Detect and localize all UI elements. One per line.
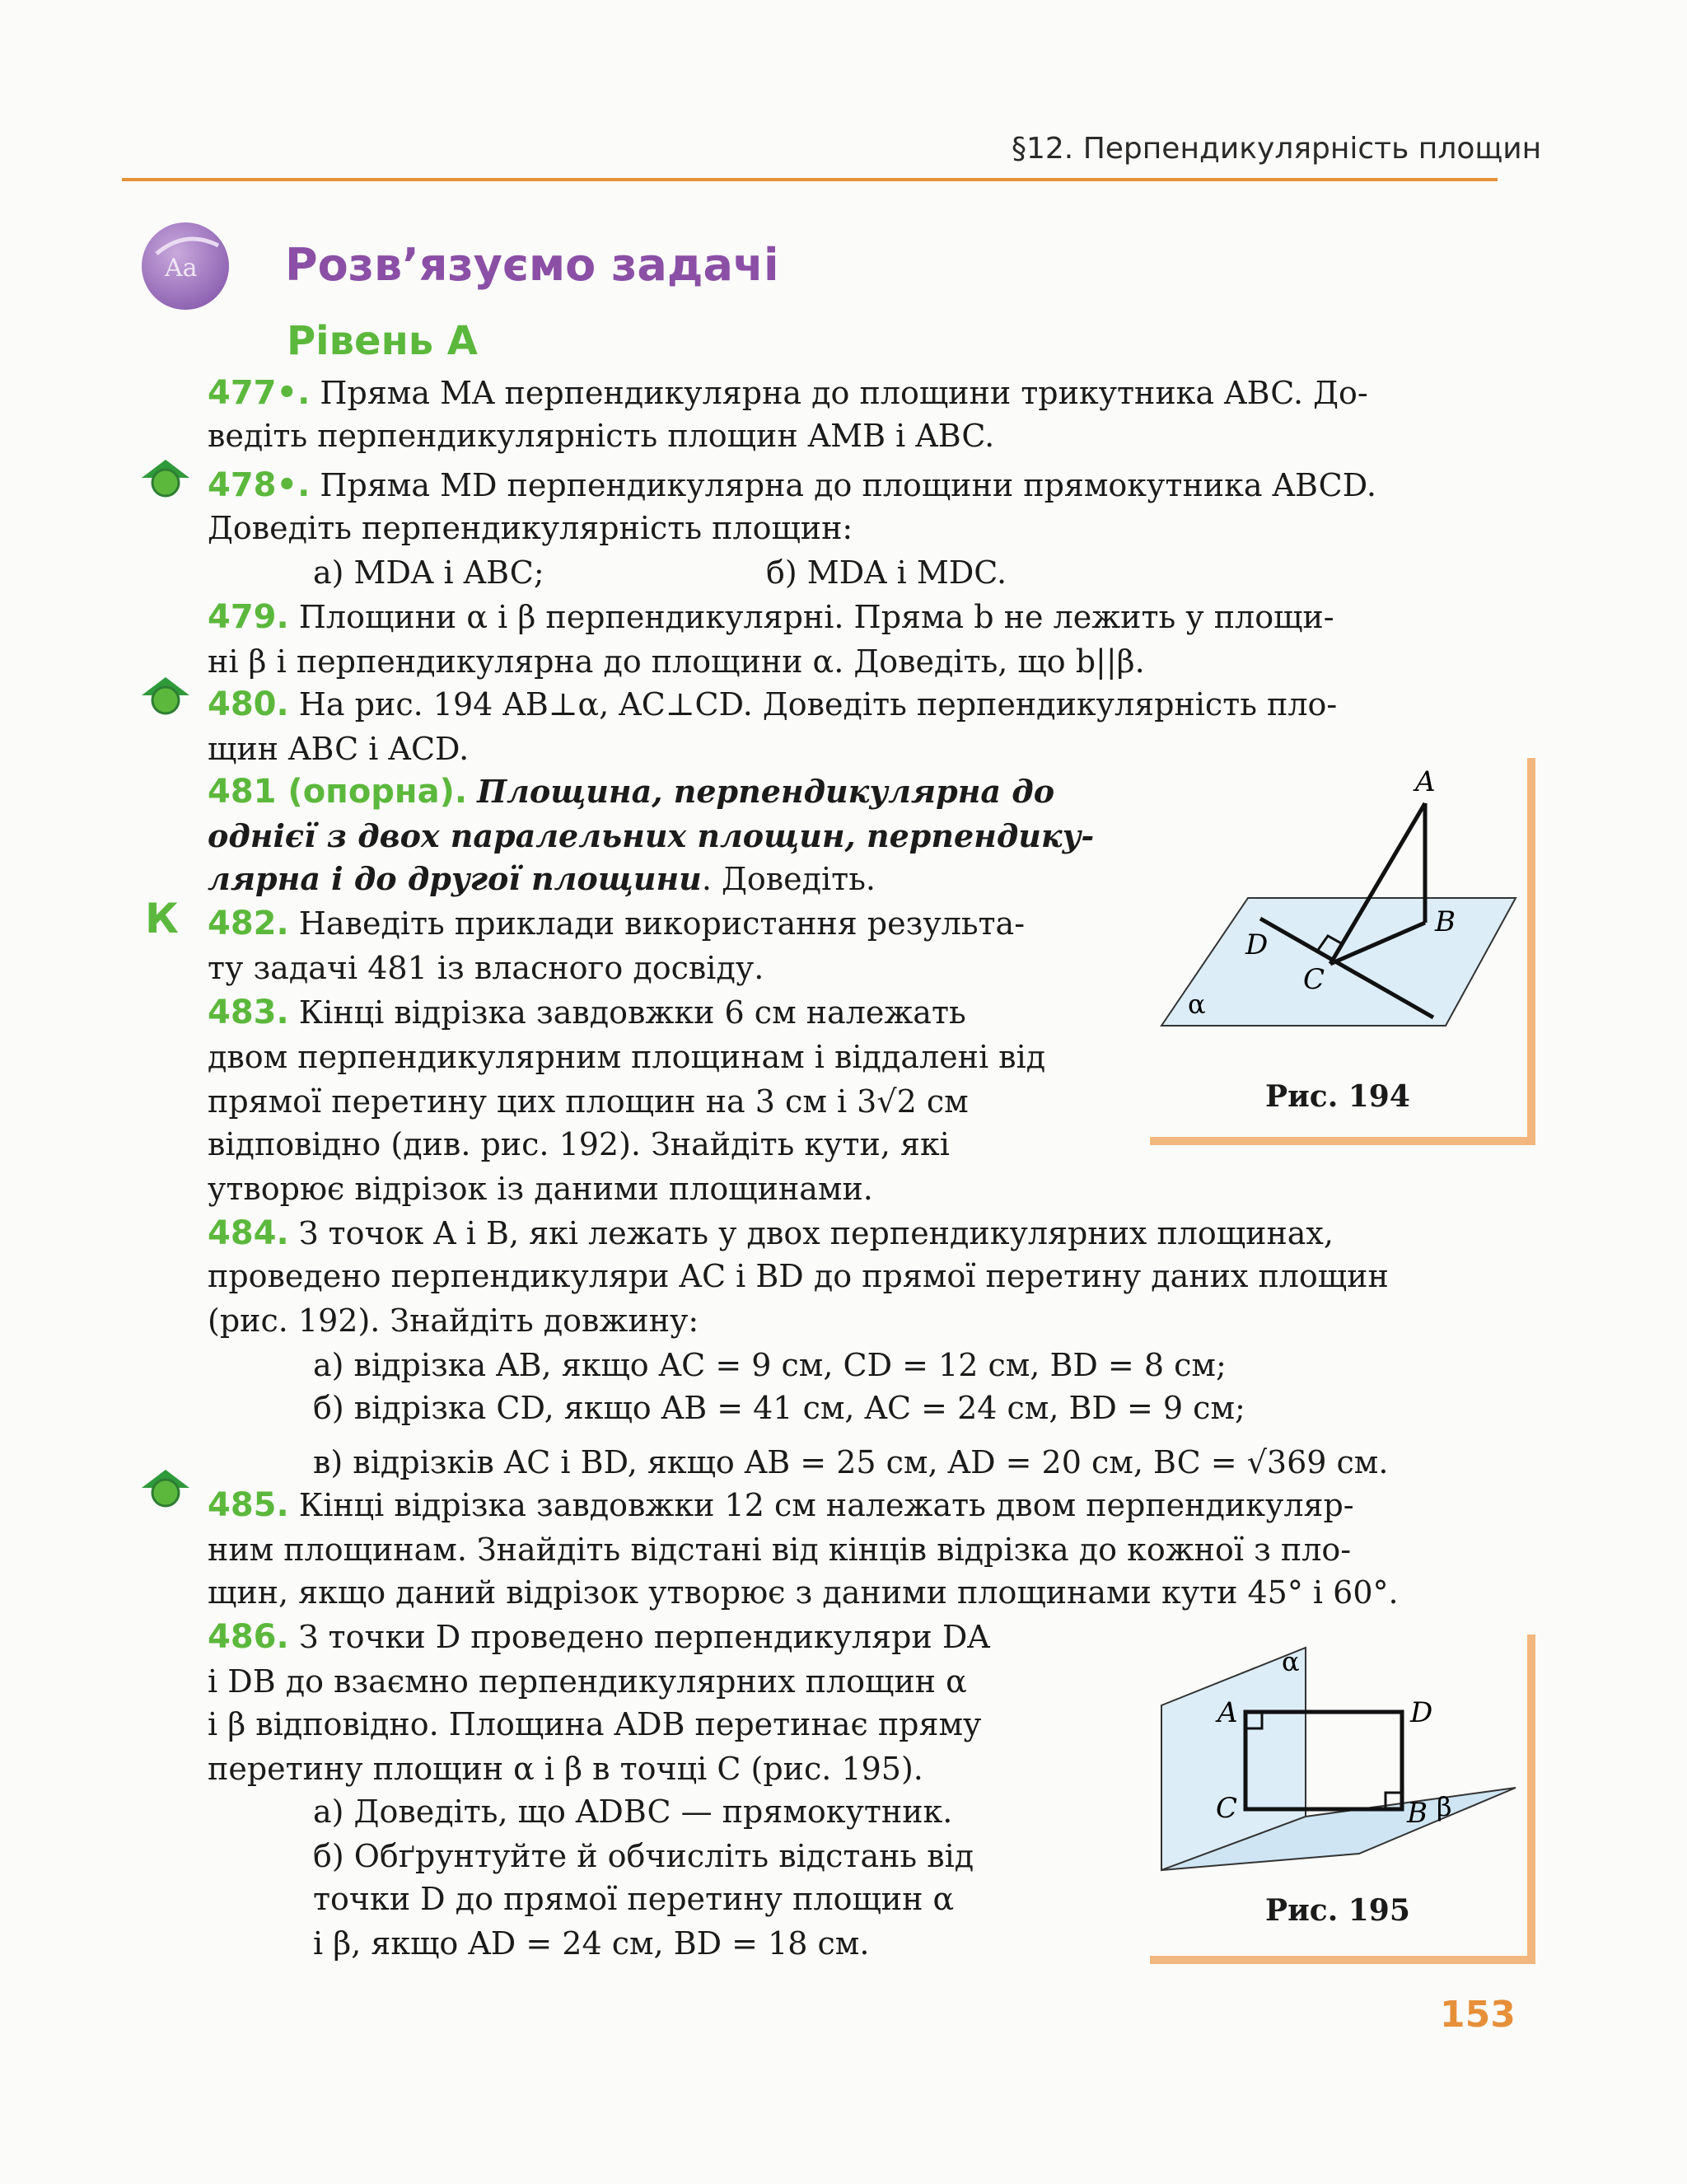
- problem-number: 478•.: [208, 466, 311, 504]
- problem-text: Пряма MD перпендикулярна до площини прямокутника ABCD.: [320, 467, 1376, 503]
- figure-frame: [1150, 1956, 1535, 1964]
- label-d: D: [1245, 928, 1269, 961]
- problem-481-line-2: однієї з двох паралельних площин, перпендику-: [208, 817, 1095, 854]
- problem-number: 477•.: [208, 374, 311, 412]
- problem-text: Площина, перпендикулярна до: [477, 773, 1055, 810]
- problem-486-line-3: і β відповідно. Площина ADB перетинає пряму: [208, 1706, 982, 1742]
- label-d: D: [1410, 1696, 1433, 1729]
- problem-484: [208, 1213, 1334, 1254]
- problem-479-line-2: ні β і перпендикулярна до площини α. Доведіть, що b||β.: [208, 643, 1145, 680]
- label-a: A: [1415, 766, 1436, 798]
- problem-481-line-3: [208, 858, 876, 900]
- problem-number: 482.: [208, 905, 289, 942]
- problem-480-line-2: щин ABC і ACD.: [208, 731, 470, 767]
- problem-number: 483.: [208, 994, 289, 1031]
- problem-text: Наведіть приклади використання результа-: [298, 905, 1026, 942]
- problem-484-line-3: (рис. 192). Знайдіть довжину:: [208, 1302, 699, 1339]
- label-beta: β: [1437, 1791, 1452, 1822]
- problem-485: [208, 1485, 1354, 1526]
- label-a: A: [1217, 1696, 1238, 1729]
- problem-480: [208, 684, 1337, 725]
- section-icon-label: Aa: [165, 254, 198, 283]
- figure-195-caption: Рис. 195: [1265, 1893, 1410, 1928]
- problem-text: Кінці відрізка завдовжки 6 см належать: [298, 994, 966, 1031]
- label-alpha: α: [1282, 1646, 1300, 1677]
- section-title: Розв’язуємо задачі: [285, 239, 779, 291]
- problem-477-line-2: ведіть перпендикулярність площин AMB і ABC.: [208, 418, 995, 454]
- problem-482: [208, 903, 1025, 944]
- label-alpha: α: [1188, 989, 1206, 1020]
- figure-195: [1153, 1639, 1524, 1878]
- problem-486-line-2: і DB до взаємно перпендикулярних площин α: [208, 1663, 967, 1700]
- problem-484-b: б) відрізка CD, якщо AB = 41 см, AC = 24 см, BD = 9 см;: [313, 1390, 1245, 1426]
- problem-number: 481 (опорна).: [208, 773, 468, 811]
- problem-481: [208, 771, 1054, 812]
- problem-number: 480.: [208, 685, 289, 723]
- level-title: Рівень А: [287, 318, 478, 364]
- problem-486-b1: б) Обґрунтуйте й обчисліть відстань від: [313, 1838, 974, 1874]
- label-c: C: [1216, 1792, 1238, 1825]
- problem-478-b: б) MDA і MDC.: [766, 554, 1007, 591]
- running-header: §12. Перпендикулярність площин: [1012, 132, 1542, 166]
- problem-text: З точки D проведено перпендикуляри DA: [298, 1619, 990, 1655]
- problem-number: 486.: [208, 1618, 289, 1656]
- label-c: C: [1303, 963, 1325, 996]
- problem-484-a: а) відрізка AB, якщо AC = 9 см, CD = 12 см, BD = 8 см;: [313, 1347, 1227, 1383]
- problem-485-line-2: ним площинам. Знайдіть відстані від кінців відрізка до кожної з пло-: [208, 1532, 1352, 1568]
- problem-number: 485.: [208, 1486, 289, 1524]
- problem-484-c: в) відрізків AC і BD, якщо AB = 25 см, AD = 20 см, BC = √369 см.: [313, 1444, 1389, 1480]
- problem-486: [208, 1616, 990, 1658]
- header-divider: [122, 178, 1498, 181]
- problem-483-line-4: відповідно (див. рис. 192). Знайдіть кути, які: [208, 1126, 950, 1162]
- problem-479: [208, 596, 1334, 638]
- problem-text: . Доведіть.: [701, 861, 876, 897]
- figure-194-caption: Рис. 194: [1265, 1079, 1410, 1114]
- figure-194: [1153, 766, 1524, 1038]
- label-b: B: [1407, 1797, 1428, 1830]
- figure-frame: [1527, 1634, 1535, 1964]
- problem-483: [208, 992, 966, 1033]
- figure-frame: [1527, 758, 1535, 1145]
- problem-number: 484.: [208, 1214, 289, 1252]
- figure-frame: [1150, 1137, 1535, 1145]
- problem-478-a: а) MDA і ABC;: [313, 554, 544, 591]
- problem-text: Площини α і β перпендикулярні. Пряма b не лежить у площи-: [298, 599, 1334, 635]
- problem-486-line-4: перетину площин α і β в точці C (рис. 195).: [208, 1751, 923, 1787]
- problem-483-line-3: прямої перетину цих площин на 3 см і 3√2 см: [208, 1083, 969, 1120]
- problem-478: [208, 465, 1376, 506]
- problem-482-line-2: ту задачі 481 із власного досвіду.: [208, 950, 764, 986]
- problem-478-line-2: Доведіть перпендикулярність площин:: [208, 510, 853, 546]
- house-marker-icon: [140, 1468, 191, 1509]
- problem-486-b2: точки D до прямої перетину площин α: [313, 1881, 955, 1917]
- problem-number: 479.: [208, 598, 289, 636]
- problem-486-a: а) Доведіть, що ADBC — прямокутник.: [313, 1793, 953, 1830]
- problem-text: На рис. 194 AB⊥α, AC⊥CD. Доведіть перпендикулярність пло-: [298, 686, 1338, 723]
- problem-text: Пряма MA перпендикулярна до площини трикутника ABC. До-: [320, 375, 1368, 411]
- problem-text-emph: лярна і до другої площини: [208, 860, 702, 897]
- label-b: B: [1435, 905, 1456, 938]
- problem-477: [208, 372, 1368, 414]
- k-marker-icon: К: [145, 895, 179, 942]
- problem-483-line-2: двом перпендикулярним площинам і віддалені від: [208, 1039, 1046, 1075]
- problem-483-line-5: утворює відрізок із даними площинами.: [208, 1171, 873, 1207]
- house-marker-icon: [140, 676, 191, 717]
- section-icon: [140, 221, 231, 311]
- problem-484-line-2: проведено перпендикуляри AC і BD до прямої перетину даних площин: [208, 1258, 1389, 1294]
- house-marker-icon: [140, 458, 191, 499]
- problem-text: Кінці відрізка завдовжки 12 см належать двом перпендикуляр-: [298, 1487, 1354, 1523]
- problem-486-b3: і β, якщо AD = 24 см, BD = 18 см.: [313, 1925, 870, 1962]
- problem-text: З точок A і B, які лежать у двох перпендикулярних площинах,: [298, 1215, 1334, 1251]
- problem-485-line-3: щин, якщо даний відрізок утворює з даними площинами кути 45° і 60°.: [208, 1574, 1399, 1611]
- page-number: 153: [1440, 1994, 1516, 2036]
